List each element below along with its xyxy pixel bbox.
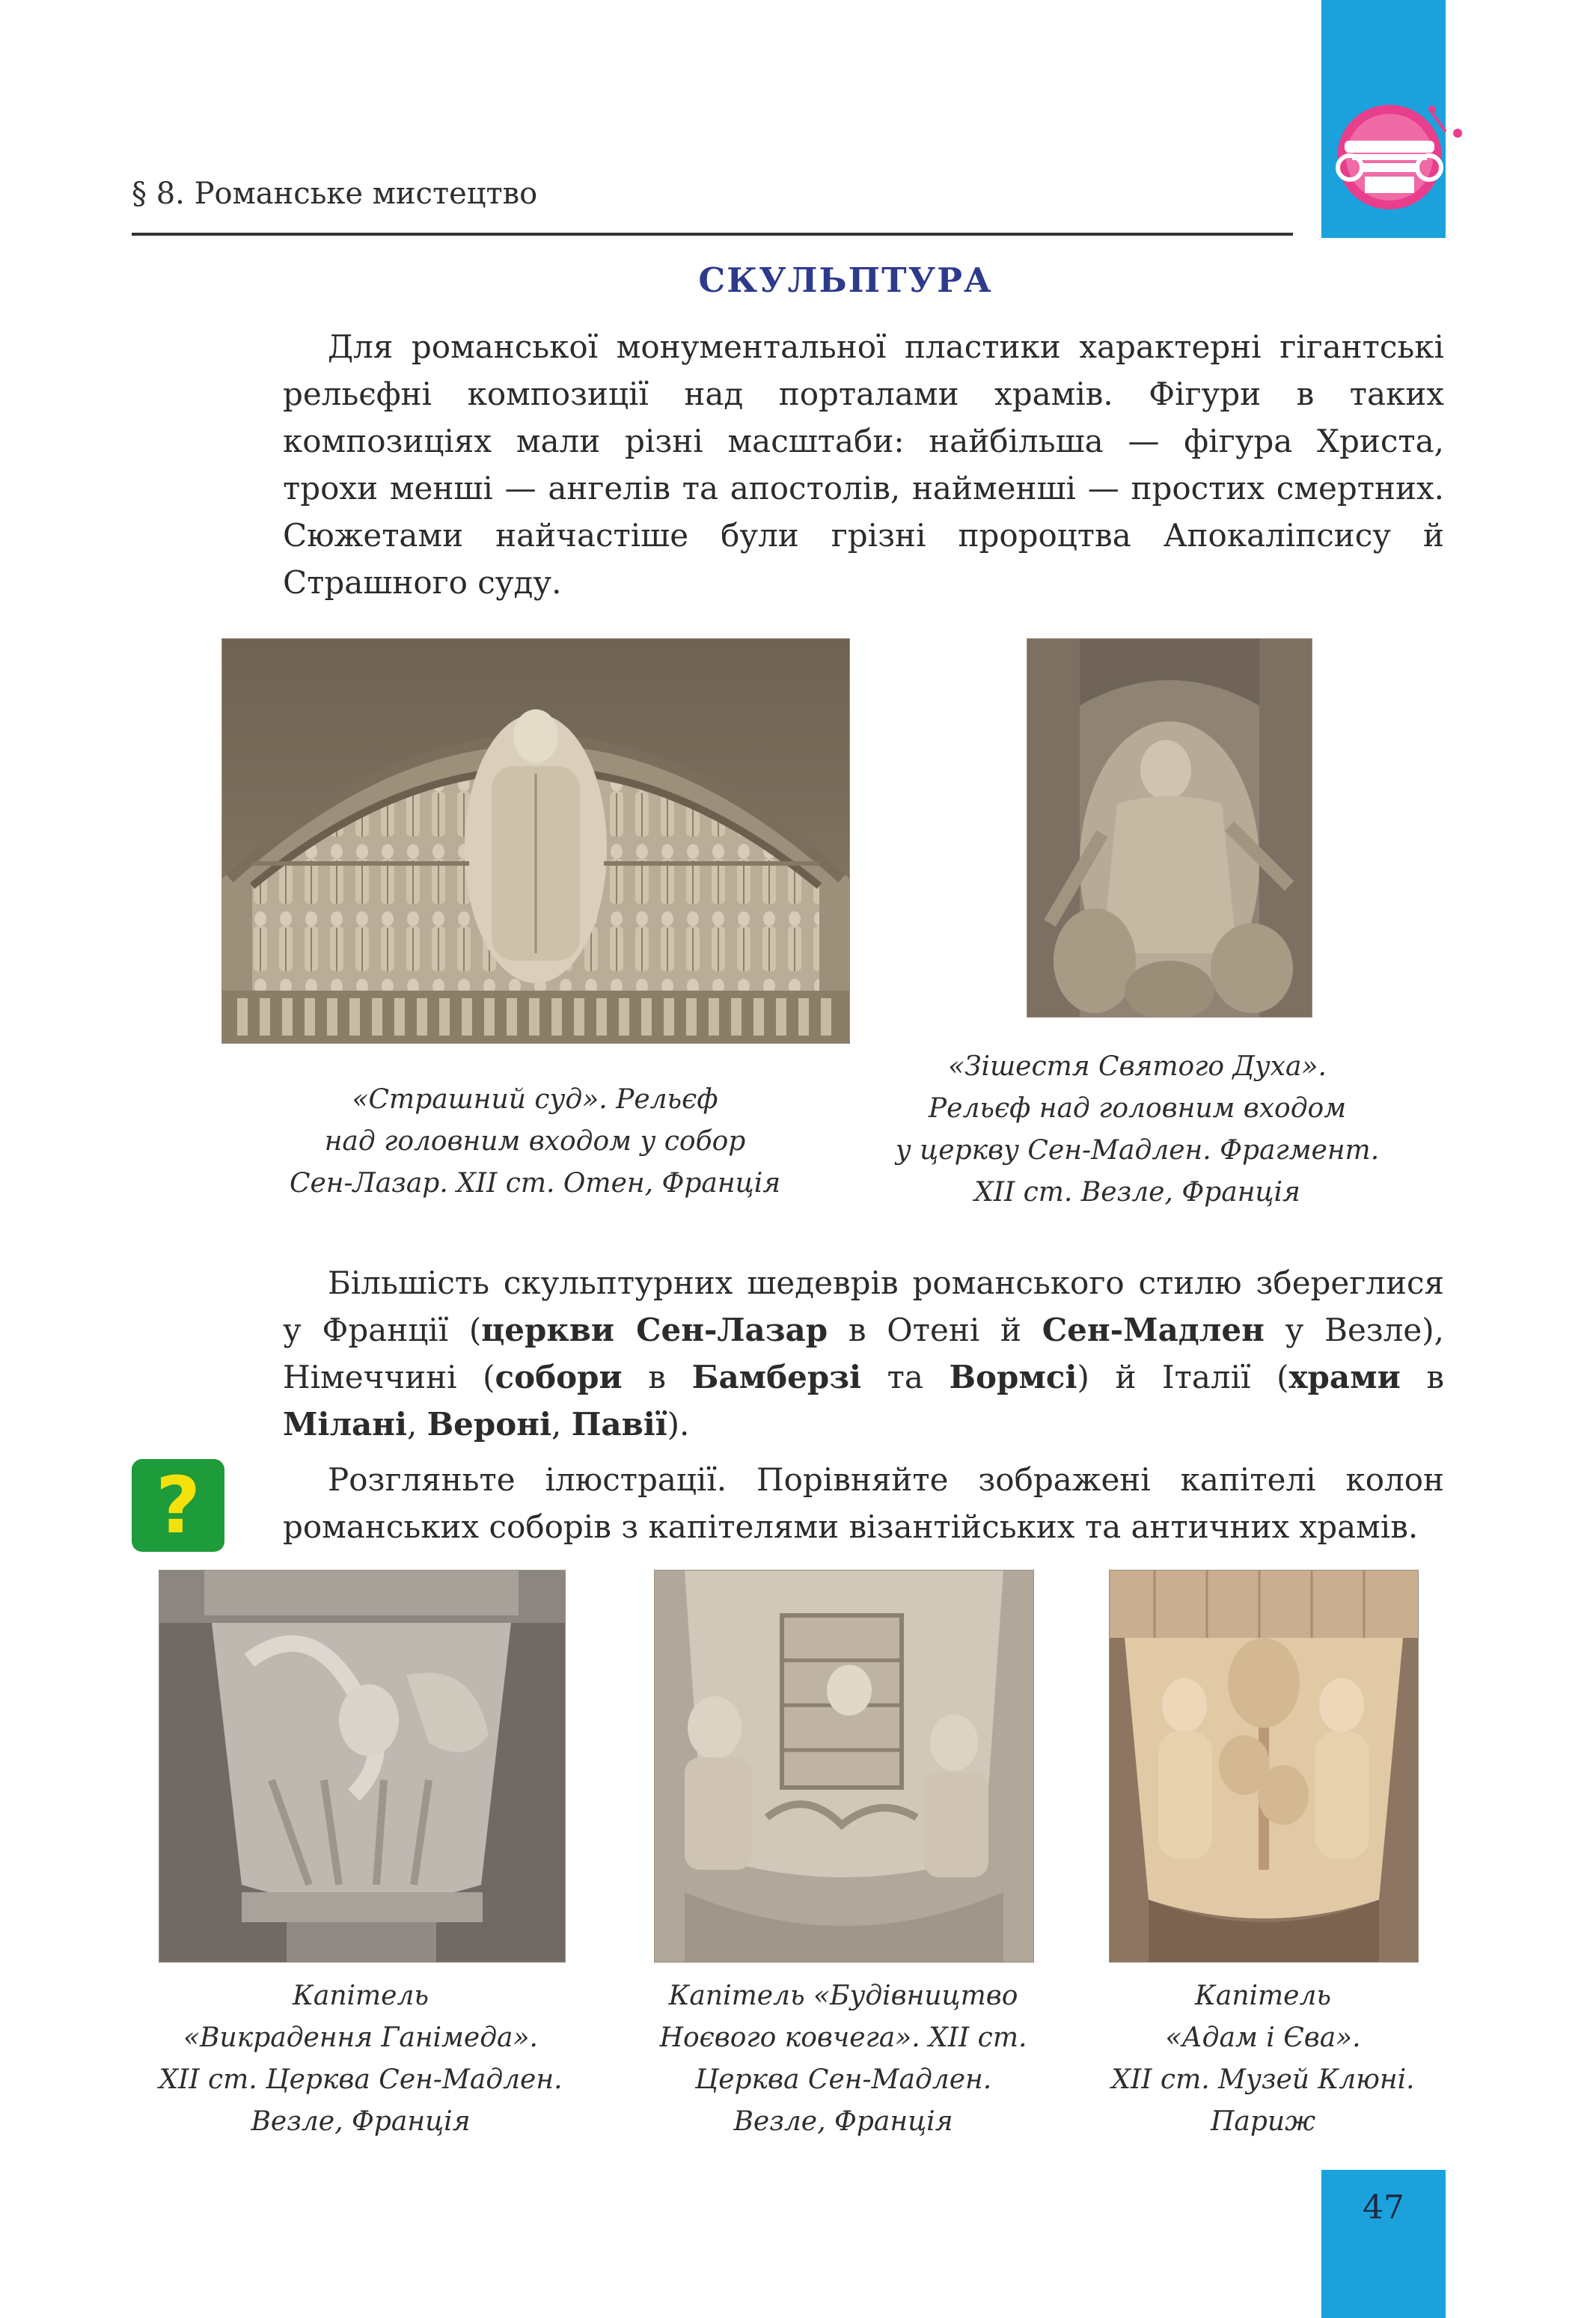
noahs-ark-caption — [617, 1975, 1070, 2143]
caption-line: над головним входом у собор — [324, 1126, 746, 1157]
page-number: 47 — [1363, 2189, 1404, 2227]
caption-line: Рельєф над головним входом — [928, 1093, 1347, 1124]
caption-line: Капітель — [293, 1981, 429, 2011]
section-heading: СКУЛЬПТУРА — [698, 260, 993, 300]
text-run: ). — [667, 1406, 690, 1443]
bold-term: Мілані — [283, 1406, 407, 1443]
text-run: та — [861, 1359, 950, 1395]
caption-line: Церква Сен-Мадлен. — [694, 2064, 992, 2095]
caption-line: XII ст. Везле, Франція — [974, 1177, 1300, 1208]
adam-and-eve-caption — [1077, 1975, 1449, 2143]
caption-line: «Зішестя Святого Духа». — [948, 1051, 1327, 1082]
bold-term: храми — [1288, 1359, 1401, 1395]
caption-line: «Страшний суд». Рельєф — [352, 1084, 718, 1115]
question-paragraph — [283, 1456, 1444, 1550]
bold-term: собори — [495, 1359, 623, 1395]
caption-line: у церкву Сен-Мадлен. Фрагмент. — [895, 1135, 1380, 1166]
bold-term: Сен-Мадлен — [1042, 1312, 1265, 1348]
last-judgment-caption — [221, 1079, 849, 1205]
question-paragraph-text: Розгляньте ілюстрації. Порівняйте зображені капітелі колон романських соборів з капітелями візантійських та античних храмів. — [283, 1461, 1444, 1545]
caption-line: Капітель «Будівництво — [668, 1981, 1018, 2011]
pentecost-caption — [853, 1046, 1422, 1214]
last-judgment-relief-photo — [221, 638, 850, 1044]
adam-and-eve-capital-photo — [1109, 1570, 1419, 1963]
text-run: , — [551, 1406, 572, 1443]
text-run: в — [622, 1359, 692, 1395]
pentecost-relief-photo — [1027, 638, 1312, 1018]
caption-line: Сен-Лазар. XII ст. Отен, Франція — [289, 1168, 781, 1199]
ganymede-capital-photo — [159, 1570, 566, 1963]
caption-line: Ноєвого ковчега». XII ст. — [659, 2022, 1027, 2053]
text-run: в Отені й — [828, 1312, 1042, 1348]
bold-term: церкви Сен-Лазар — [481, 1312, 828, 1348]
question-mark-glyph: ? — [155, 1460, 201, 1551]
header-divider — [132, 233, 1293, 236]
bold-term: Вормсі — [949, 1359, 1077, 1395]
intro-paragraph — [283, 323, 1444, 606]
caption-line: XII ст. Церква Сен-Мадлен. — [159, 2064, 563, 2095]
intro-paragraph-text: Для романської монументальної пластики характерні гігантські рельєфні композиції над порталами храмів. Фігури в таких композиціях мали різні масштаби: найбільша — фігура Христа, трохи менші — ангелів та апостолів, найменші — простих смертних. Сюжетами найчастіше були грізні пророцтва Апокаліпсису й Страшного суду. — [283, 328, 1444, 601]
bold-term: Павії — [571, 1406, 667, 1443]
text-run: у Везле), Німеччині ( — [283, 1312, 1444, 1395]
caption-line: Париж — [1210, 2106, 1315, 2137]
caption-line: «Викрадення Ганімеда». — [183, 2022, 538, 2053]
ganymede-caption — [129, 1975, 593, 2143]
caption-line: «Адам і Єва». — [1165, 2022, 1361, 2053]
noahs-ark-capital-photo — [654, 1570, 1034, 1963]
masterpieces-paragraph — [283, 1259, 1444, 1448]
caption-line: Везле, Франція — [251, 2106, 471, 2137]
question-mark-icon — [132, 1459, 224, 1552]
text-run: в — [1400, 1359, 1444, 1395]
bold-term: Бамберзі — [691, 1359, 862, 1395]
text-run: , — [406, 1406, 427, 1443]
text-run: Більшість скульптурних шедеврів романського стилю збереглися у Франції ( — [283, 1264, 1444, 1348]
bold-term: Вероні — [426, 1406, 551, 1443]
caption-line: Капітель — [1195, 1981, 1331, 2011]
section-title: § 8. Романське мистецтво — [132, 177, 538, 211]
caption-line: XII ст. Музей Клюні. — [1111, 2064, 1415, 2095]
ionic-capital-emblem-icon — [1318, 88, 1468, 219]
text-run: ) й Італії ( — [1077, 1359, 1289, 1395]
caption-line: Везле, Франція — [733, 2106, 953, 2137]
